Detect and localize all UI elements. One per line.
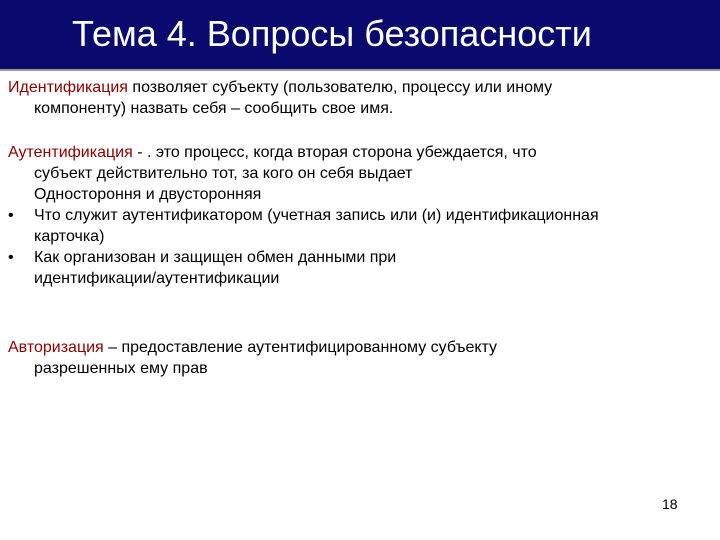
authentication-bullet-item: [8, 247, 708, 289]
bullet-marker: •: [8, 207, 14, 224]
authentication-line-2: субъект действительно тот, за кого он себя выдает: [34, 165, 413, 182]
authorization-text-1: – предоставление аутентифицированному субъекту: [103, 339, 498, 356]
authentication-bullet-item: [8, 205, 708, 247]
bullet-item-line-2: карточка): [34, 228, 105, 245]
identification-text-1: позволяет субъекту (пользователю, процессу или иному: [127, 79, 553, 96]
authentication-paragraph: [8, 142, 708, 289]
authentication-line-3: Одностороння и двусторонняя: [34, 186, 262, 203]
slide-title: Тема 4. Вопросы безопасности: [72, 13, 592, 54]
identification-line-1: [8, 77, 708, 98]
title-divider: [0, 69, 720, 71]
authorization-term: Авторизация: [8, 339, 104, 356]
identification-term: Идентификация: [8, 79, 128, 96]
authorization-line-2: разрешенных ему прав: [34, 360, 208, 377]
bullet-item-line-1: Как организован и защищен обмен данными при: [34, 249, 397, 266]
authorization-line-1: [8, 337, 708, 358]
bullet-item-line-1: Что служит аутентификатором (учетная запись или (и) идентификационная: [34, 207, 599, 224]
identification-paragraph: [8, 77, 708, 119]
authentication-text-1: - . это процесс, когда вторая сторона убеждается, что: [132, 144, 537, 161]
authentication-term: Аутентификация: [8, 144, 133, 161]
identification-line-2: компоненту) назвать себя – сообщить свое имя.: [34, 100, 394, 117]
page-number: 18: [662, 496, 678, 512]
bullet-marker: •: [8, 249, 14, 266]
authentication-line-1: [8, 142, 708, 163]
bullet-item-line-2: идентификации/аутентификации: [34, 270, 280, 287]
title-bar: [0, 0, 720, 69]
authorization-paragraph: [8, 337, 708, 379]
